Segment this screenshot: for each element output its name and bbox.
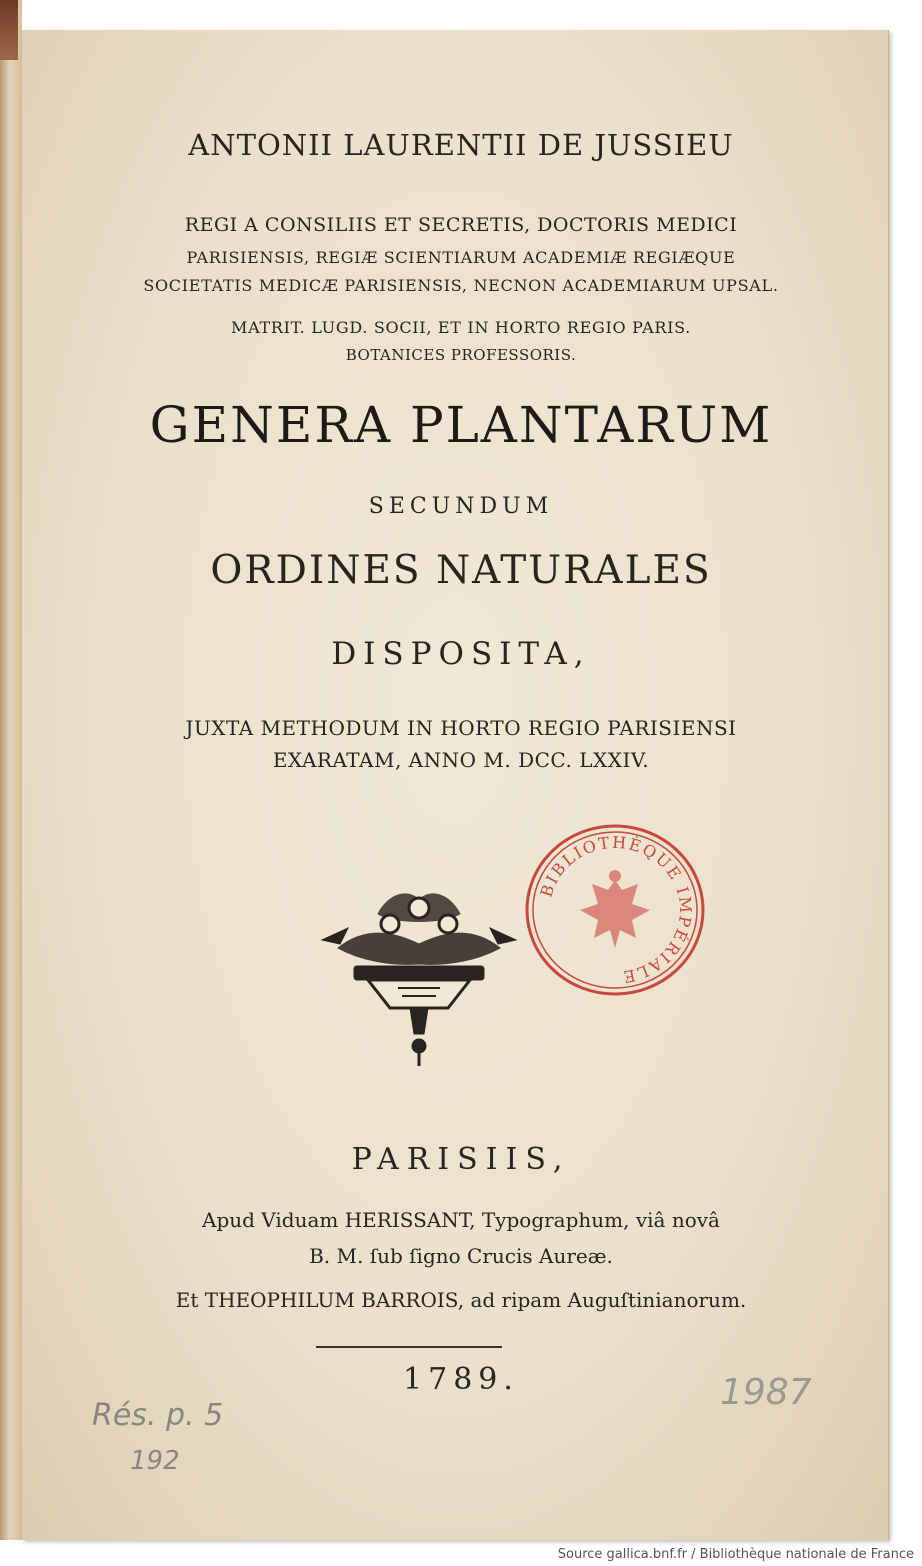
book-binding-edge (0, 0, 18, 60)
publication-year: 1789. (403, 1362, 519, 1397)
library-stamp (520, 818, 710, 1002)
imprint-line-2: B. M. ſub ſigno Crucis Aureæ. (309, 1244, 613, 1268)
source-credit: Source gallica.bnf.fr / Bibliothèque nationale de France (557, 1547, 914, 1562)
subtitle-disposita: DISPOSITA, (331, 636, 591, 672)
credential-line-3: SOCIETATIS MEDICÆ PARISIENSIS, NECNON ACADEMIARUM UPSAL. (143, 276, 779, 295)
imprint-line-3: Et THEOPHILUM BARROIS, ad ripam Auguſtinianorum. (175, 1288, 747, 1312)
svg-text:BIBLIOTHÈQUE IMPÉRIALE: BIBLIOTHÈQUE IMPÉRIALE (536, 832, 696, 987)
number-handwriting: 192 (130, 1446, 180, 1476)
credential-line-4: MATRIT. LUGD. SOCII, ET IN HORTO REGIO PARIS. (231, 318, 691, 337)
credential-line-2: PARISIENSIS, REGIÆ SCIENTIARUM ACADEMIÆ REGIÆQUE (186, 248, 736, 267)
juxta-line-2: EXARATAM, ANNO M. DCC. LXXIV. (272, 748, 650, 772)
imprint-line-1: Apud Viduam HERISSANT, Typographum, viâ novâ (202, 1208, 720, 1232)
book-title: GENERA PLANTARUM (149, 396, 773, 454)
imprint-city: PARISIIS, (351, 1142, 571, 1177)
juxta-line-1: JUXTA METHODUM IN HORTO REGIO PARISIENSI (185, 716, 737, 740)
credential-line-1: REGI A CONSILIIS ET SECRETIS, DOCTORIS MEDICI (184, 214, 738, 236)
subtitle-ordines: ORDINES NATURALES (210, 548, 712, 593)
shelfmark-handwriting: Rés. p. 5 (92, 1398, 224, 1433)
eagle-icon (580, 870, 650, 948)
subtitle-secundum: SECUNDUM (368, 494, 554, 519)
credential-line-5: BOTANICES PROFESSORIS. (345, 346, 577, 364)
flower-basket-vignette (318, 884, 520, 1070)
imprint-rule (316, 1346, 502, 1348)
author-name: ANTONII LAURENTII DE JUSSIEU (188, 128, 734, 162)
right-handwriting: 1987 (720, 1372, 812, 1413)
